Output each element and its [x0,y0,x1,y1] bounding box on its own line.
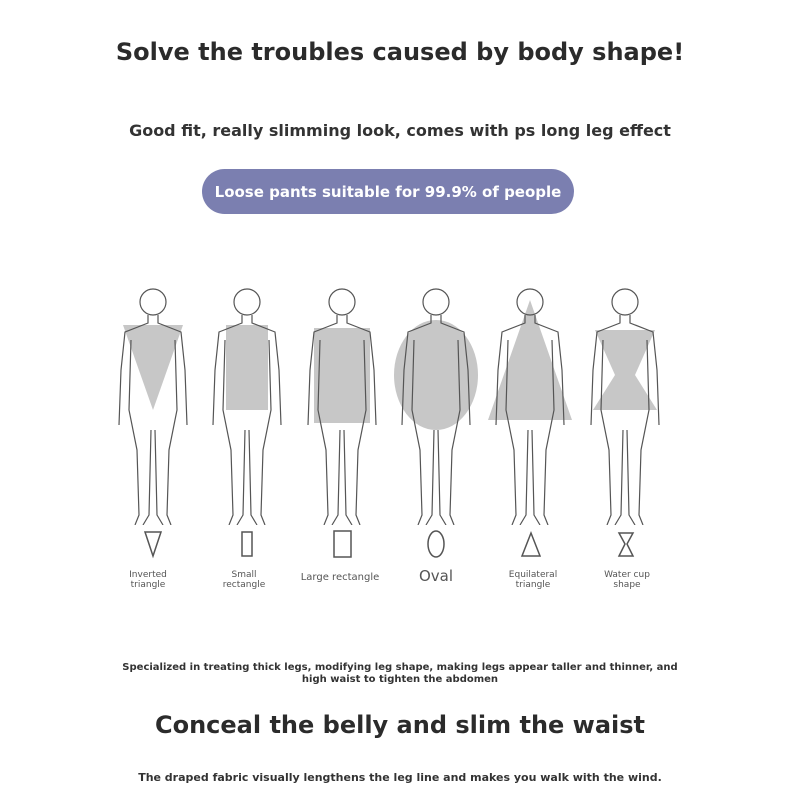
large-rectangle-icon [322,528,362,562]
oval-icon [416,528,456,562]
figure-inverted-triangle [119,289,187,525]
label-inverted-triangle: Inverted triangle [129,570,167,590]
hourglass-icon [606,528,646,562]
page-title: Solve the troubles caused by body shape! [115,38,685,66]
small-rectangle-icon [227,528,267,562]
figure-small-rectangle [213,289,281,525]
label-oval: Oval [418,567,454,585]
suitability-badge-label: Loose pants suitable for 99.9% of people [214,182,562,201]
label-large-rectangle: Large rectangle [300,572,380,583]
triangle-icon [511,528,551,562]
section-title: Conceal the belly and slim the waist [154,711,646,739]
body-figures-illustration [100,275,700,525]
inverted-triangle-icon [133,528,173,562]
figure-oval [394,289,478,525]
page-subtitle: Good fit, really slimming look, comes with ps long leg effect [129,121,671,140]
figure-triangle [488,289,572,525]
figure-hourglass [591,289,659,525]
figure-large-rectangle [308,289,376,525]
suitability-badge [202,169,574,214]
label-small-rectangle: Small rectangle [222,570,266,590]
label-equilateral-triangle: Equilateral triangle [508,570,558,590]
label-water-cup: Water cup shape [604,570,650,590]
product-description: Specialized in treating thick legs, modifying leg shape, making legs appear taller and thinner, and high waist to tighten the abdomen [122,662,678,685]
footer-text: The draped fabric visually lengthens the leg line and makes you walk with the wind. [138,771,662,784]
